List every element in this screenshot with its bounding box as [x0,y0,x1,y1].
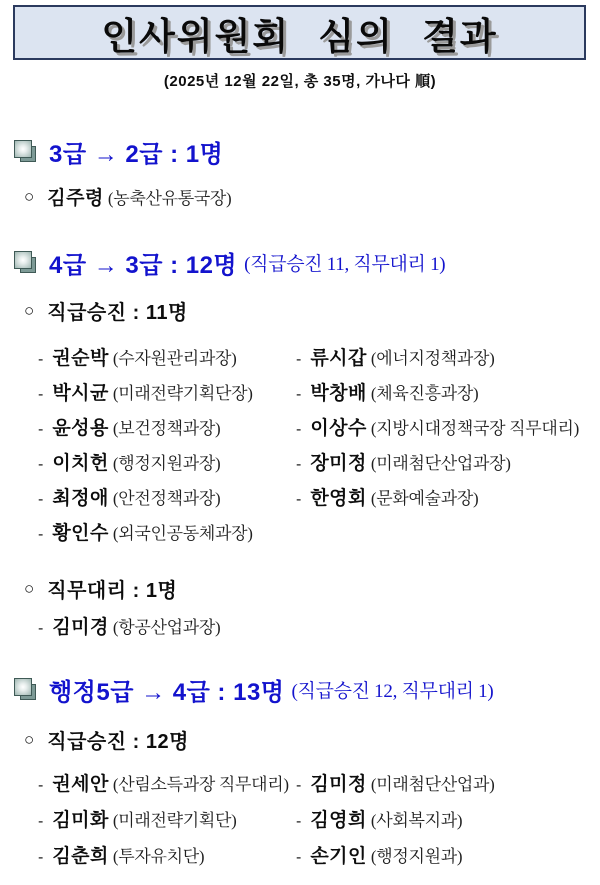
member-position: (미래첨단산업과장) [370,454,511,473]
member-position: (지방시대정책국장 직무대리) [370,419,580,438]
page-title: 인사위원회 심의 결과 [101,15,498,57]
member-name: 김주령 [47,188,104,209]
dash-bullet: - [38,620,44,637]
dash-bullet: - [38,776,44,794]
circle-bullet-icon: ○ [24,301,35,320]
member-line [38,448,296,475]
subgroup-label: 직무대리 : 1명 [47,580,178,602]
member-position: (행정지원과장) [112,454,221,473]
member-position: (투자유치단) [112,846,205,866]
member-line [38,841,296,868]
member-name: 김미정 [310,773,367,795]
member-name: 권세안 [52,773,109,795]
dash-bullet: - [296,351,302,368]
subgroup-label: 직급승진 : 11명 [47,302,188,324]
member-name: 김미경 [52,617,109,638]
member-position: (체육진흥과장) [370,384,479,403]
member-name: 윤성용 [52,418,109,439]
member-name: 류시갑 [310,348,367,369]
dash-bullet: - [38,456,44,473]
subgroup-heading-acting [24,574,177,603]
dash-bullet: - [296,776,302,794]
dash-bullet: - [296,386,302,403]
member-line [296,413,594,440]
section-heading-text: 3급 → 2급 : 1명 [49,141,224,168]
member-line [38,612,220,639]
layered-square-bullet-icon [14,251,38,275]
member-position: (농축산유통국장) [107,189,232,208]
member-name: 김미화 [52,809,109,831]
member-position: (에너지정책과장) [370,349,495,368]
member-position: (외국인공동체과장) [112,524,253,543]
member-position: (미래전략기획단) [112,810,237,830]
member-name: 김춘희 [52,845,109,867]
section-heading-note: (직급승진 11, 직무대리 1) [244,254,446,275]
member-name: 황인수 [52,523,109,544]
page-subtitle: (2025년 12월 22일, 총 35명, 가나다 順) [163,73,437,90]
member-line [38,413,296,440]
member-line [38,805,296,832]
member-name: 손기인 [310,845,367,867]
member-name: 최정애 [52,488,109,509]
dash-bullet: - [38,491,44,508]
member-name: 박창배 [310,383,367,404]
member-position: (안전정책과장) [112,489,221,508]
section-heading-grade3-to-2 [14,134,223,169]
member-list-grade5 [38,764,594,872]
dash-bullet: - [38,351,44,368]
member-line [38,769,296,796]
circle-bullet-icon: ○ [24,187,35,206]
dash-bullet: - [38,812,44,830]
member-name: 이치헌 [52,453,109,474]
member-position: (행정지원과) [370,846,463,866]
member-name: 박시균 [52,383,109,404]
dash-bullet: - [296,491,302,508]
dash-bullet: - [38,848,44,866]
member-position: (미래첨단산업과) [370,774,495,794]
member-name: 이상수 [310,418,367,439]
title-box [13,5,586,60]
member-name: 권순박 [52,348,109,369]
layered-square-bullet-icon [14,678,38,702]
member-name: 한영회 [310,488,367,509]
member-line [296,343,594,370]
dash-bullet: - [296,456,302,473]
member-position: (문화예술과장) [370,489,479,508]
dash-bullet: - [38,421,44,438]
circle-bullet-icon: ○ [24,730,35,749]
member-name: 김영희 [310,809,367,831]
dash-bullet: - [296,421,302,438]
member-line [296,769,594,796]
member-line [296,448,594,475]
dash-bullet: - [38,526,44,543]
dash-bullet: - [296,848,302,866]
subgroup-label: 직급승진 : 12명 [47,731,189,753]
section-heading-text: 4급 → 3급 : 12명 [49,252,238,279]
section-heading-note: (직급승진 12, 직무대리 1) [291,681,494,702]
dash-bullet: - [296,812,302,830]
member-line [38,343,296,370]
subgroup-heading-promotion [24,725,189,754]
member-position: (항공산업과장) [112,618,221,637]
member-line [296,378,594,405]
section-heading-text: 행정5급 → 4급 : 13명 [49,679,285,706]
member-position: (미래전략기획단장) [112,384,253,403]
member-name: 장미정 [310,453,367,474]
member-line [296,841,594,868]
section-heading-grade4-to-3 [14,245,445,280]
member-position: (사회복지과) [370,810,463,830]
member-line [296,483,594,510]
section-heading-grade5-to-4 [14,672,493,707]
member-line [38,378,296,405]
member-list-grade4 [38,339,594,549]
dash-bullet: - [38,386,44,403]
circle-bullet-icon: ○ [24,579,35,598]
member-line [38,483,296,510]
member-position: (보건정책과장) [112,419,221,438]
member-position: (수자원관리과장) [112,349,237,368]
layered-square-bullet-icon [14,140,38,164]
member-position: (산림소득과장 직무대리) [112,774,289,794]
subgroup-heading-promotion [24,296,188,325]
member-line [38,518,296,545]
member-line [296,805,594,832]
member-line [24,183,231,210]
